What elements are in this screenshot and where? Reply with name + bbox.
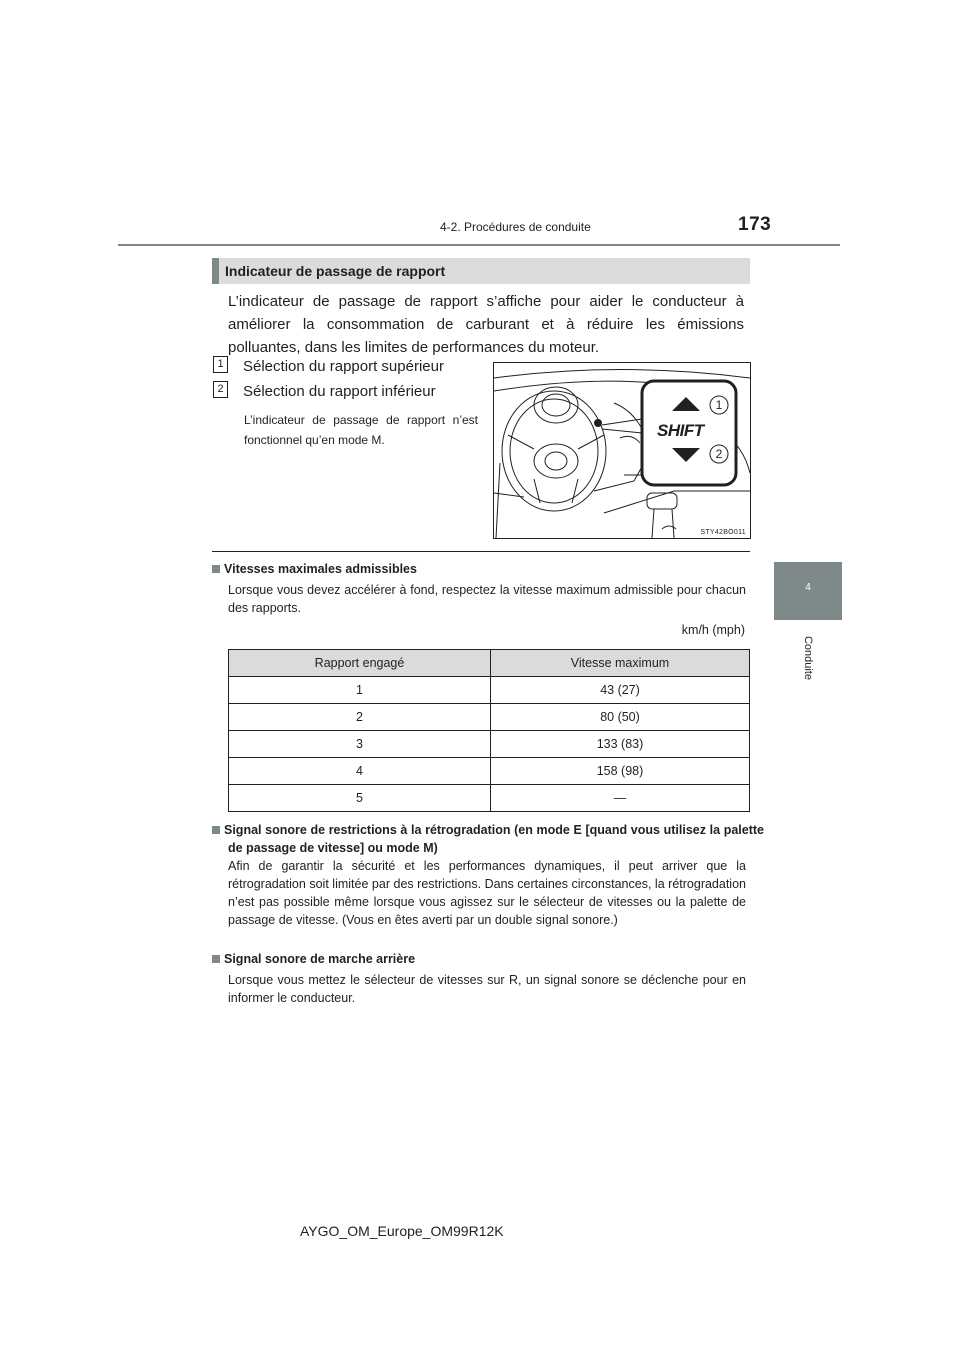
- table-cell-speed: 80 (50): [491, 704, 750, 731]
- table-row: [229, 758, 750, 785]
- page-number: 173: [738, 214, 772, 235]
- speeds-text: Lorsque vous devez accélérer à fond, respectez la vitesse maximum admissible pour chacun des rapports.: [228, 583, 746, 615]
- section-heading-title: Indicateur de passage de rapport: [225, 263, 446, 279]
- table-cell-gear: 2: [229, 704, 491, 731]
- intro-paragraph: L’indicateur de passage de rapport s’affiche pour aider le conducteur à améliorer la consommation de carburant et à réduire les émissions polluantes, dans les limites de performances du moteur.: [228, 293, 744, 356]
- item-number-2: 2: [213, 381, 228, 398]
- dashboard-drawing: [494, 363, 750, 538]
- table-cell-speed: 43 (27): [491, 677, 750, 704]
- table-header-speed: Vitesse maximum: [491, 650, 750, 677]
- speeds-heading: [212, 560, 752, 578]
- table-header-row: [229, 650, 750, 677]
- table-cell-gear: 5: [229, 785, 491, 812]
- bullet-square-icon: [212, 826, 220, 834]
- downshift-title: Signal sonore de restrictions à la rétrogradation (en mode E [quand vous utilisez la palette de passage de vitesse] ou mode M): [224, 823, 764, 855]
- bullet-square-icon: [212, 955, 220, 963]
- table-row: [229, 677, 750, 704]
- chapter-label-wrap: [802, 630, 816, 690]
- downshift-heading: [212, 821, 764, 857]
- table-cell-speed: —: [491, 785, 750, 812]
- table-cell-gear: 3: [229, 731, 491, 758]
- reverse-text: Lorsque vous mettez le sélecteur de vitesses sur R, un signal sonore se déclenche pour en informer le conducteur.: [228, 973, 746, 1005]
- table-cell-speed: 158 (98): [491, 758, 750, 785]
- reverse-title: Signal sonore de marche arrière: [224, 952, 416, 966]
- illustration-code: STY42BO011: [700, 529, 746, 536]
- table-cell-speed: 133 (83): [491, 731, 750, 758]
- section-heading: [212, 258, 750, 284]
- table-row: [229, 785, 750, 812]
- downshift-text: Afin de garantir la sécurité et les performances dynamiques, il peut arriver que la rétrogradation soit limitée par des restrictions. Dans certaines circonstances, la rétrogradation n’est pas possible même lorsque vous agissez sur le sélecteur de vitesses ou la palette de passage de vitesse. (Vous en êtes averti par un double signal sonore.): [228, 859, 746, 927]
- table-cell-gear: 1: [229, 677, 491, 704]
- header-rule: [118, 244, 840, 246]
- document-id: AYGO_OM_Europe_OM99R12K: [300, 1223, 504, 1239]
- callout-2: 2: [715, 447, 723, 461]
- table-cell-gear: 4: [229, 758, 491, 785]
- max-speed-table: [228, 649, 750, 812]
- chapter-number: 4: [805, 582, 811, 593]
- speed-unit: km/h (mph): [681, 623, 745, 637]
- section-heading-bar: [212, 258, 219, 284]
- reverse-heading: [212, 950, 752, 968]
- shift-indicator-illustration: [493, 362, 751, 539]
- section-breadcrumb: 4-2. Procédures de conduite: [440, 220, 591, 234]
- speeds-title: Vitesses maximales admissibles: [224, 562, 417, 576]
- chapter-tab: [774, 562, 842, 620]
- shift-label: SHIFT: [657, 421, 704, 440]
- section-divider: [212, 551, 750, 552]
- chapter-label: Conduite: [802, 635, 815, 681]
- note-paragraph: L’indicateur de passage de rapport n’est fonctionnel qu’en mode M.: [244, 413, 478, 447]
- item-number-1: 1: [213, 356, 228, 373]
- item-label-2: Sélection du rapport inférieur: [243, 383, 436, 400]
- bullet-square-icon: [212, 565, 220, 573]
- item-label-1: Sélection du rapport supérieur: [243, 358, 444, 375]
- callout-1: 1: [715, 398, 723, 412]
- table-row: [229, 704, 750, 731]
- table-row: [229, 731, 750, 758]
- table-header-gear: Rapport engagé: [229, 650, 491, 677]
